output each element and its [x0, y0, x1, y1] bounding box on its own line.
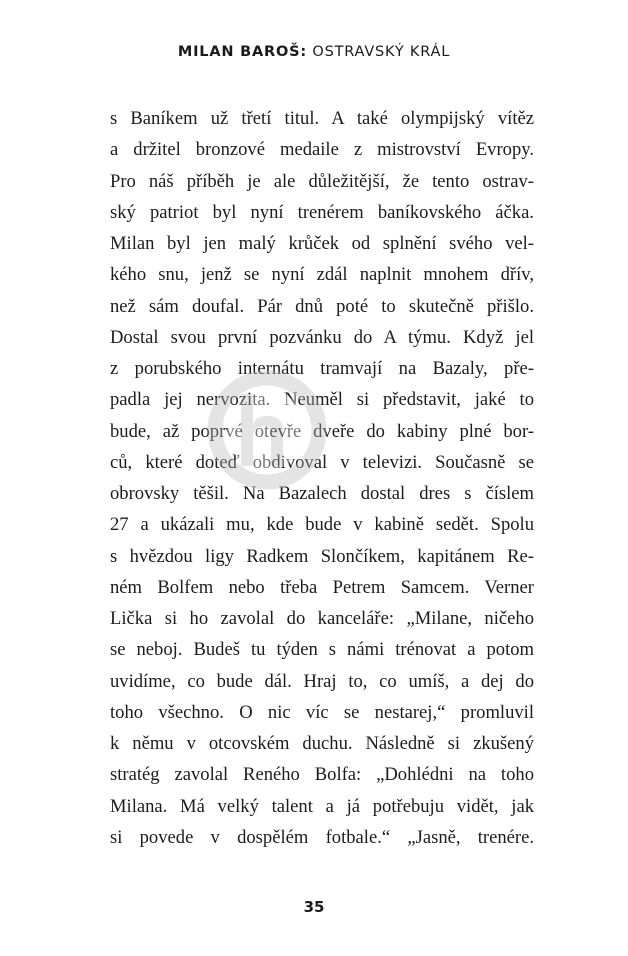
text-line: se neboj. Budeš tu týden s námi trénovat a potom — [110, 639, 534, 661]
text-line: Milan byl jen malý krůček od splnění svého vel- — [110, 233, 534, 254]
text-line: ců, které doteď obdivoval v televizi. Současně se — [110, 451, 534, 473]
text-line: Milana. Má velký talent a já potřebuju vidět, jak — [110, 795, 534, 817]
text-line: obrovsky těšil. Na Bazalech dostal dres s číslem — [110, 483, 534, 504]
text-line: Lička si ho zavolal do kanceláře: „Milane, ničeho — [110, 608, 534, 629]
running-head-author: MILAN BAROŠ: — [177, 44, 307, 60]
running-head — [0, 44, 628, 60]
text-line: kého snu, jenž se nyní zdál naplnit mnohem dřív, — [110, 264, 534, 286]
page-number: 35 — [303, 898, 325, 916]
text-line: s hvězdou ligy Radkem Slončíkem, kapitánem Re- — [110, 545, 534, 567]
text-line: a držitel bronzové medaile z mistrovství Evropy. — [110, 139, 534, 161]
text-line: stratég zavolal Reného Bolfa: „Dohlédni na toho — [110, 764, 534, 786]
text-line: Pro náš příběh je ale důležitější, že tento ostrav- — [110, 170, 534, 192]
text-line: z porubského internátu tramvají na Bazaly, pře- — [110, 358, 534, 379]
text-line: 27 a ukázali mu, kde bude v kabině sedět. Spolu — [110, 514, 534, 536]
text-line: s Baníkem už třetí titul. A také olympijský vítěz — [110, 108, 534, 129]
text-line: si povede v dospělém fotbale.“ „Jasně, trenére. — [110, 826, 534, 848]
text-line: toho všechno. O nic víc se nestarej,“ promluvil — [110, 701, 534, 723]
text-line: k němu v otcovském duchu. Následně si zkušený — [110, 733, 534, 754]
running-head-subtitle: OSTRAVSKÝ KRÁL — [312, 44, 451, 60]
text-line: než sám doufal. Pár dnů poté to skutečně přišlo. — [110, 295, 534, 317]
body-text — [110, 103, 534, 853]
text-line: padla jej nervozita. Neuměl si představit, jaké to — [110, 389, 534, 411]
text-line: ném Bolfem nebo třeba Petrem Samcem. Verner — [110, 576, 534, 598]
text-line: uvidíme, co bude dál. Hraj to, co umíš, a dej do — [110, 670, 534, 692]
text-line: bude, až poprvé otevře dveře do kabiny plné bor- — [110, 420, 534, 442]
text-line: ský patriot byl nyní trenérem baníkovského áčka. — [110, 201, 534, 223]
text-line: Dostal svou první pozvánku do A týmu. Když jel — [110, 326, 534, 348]
